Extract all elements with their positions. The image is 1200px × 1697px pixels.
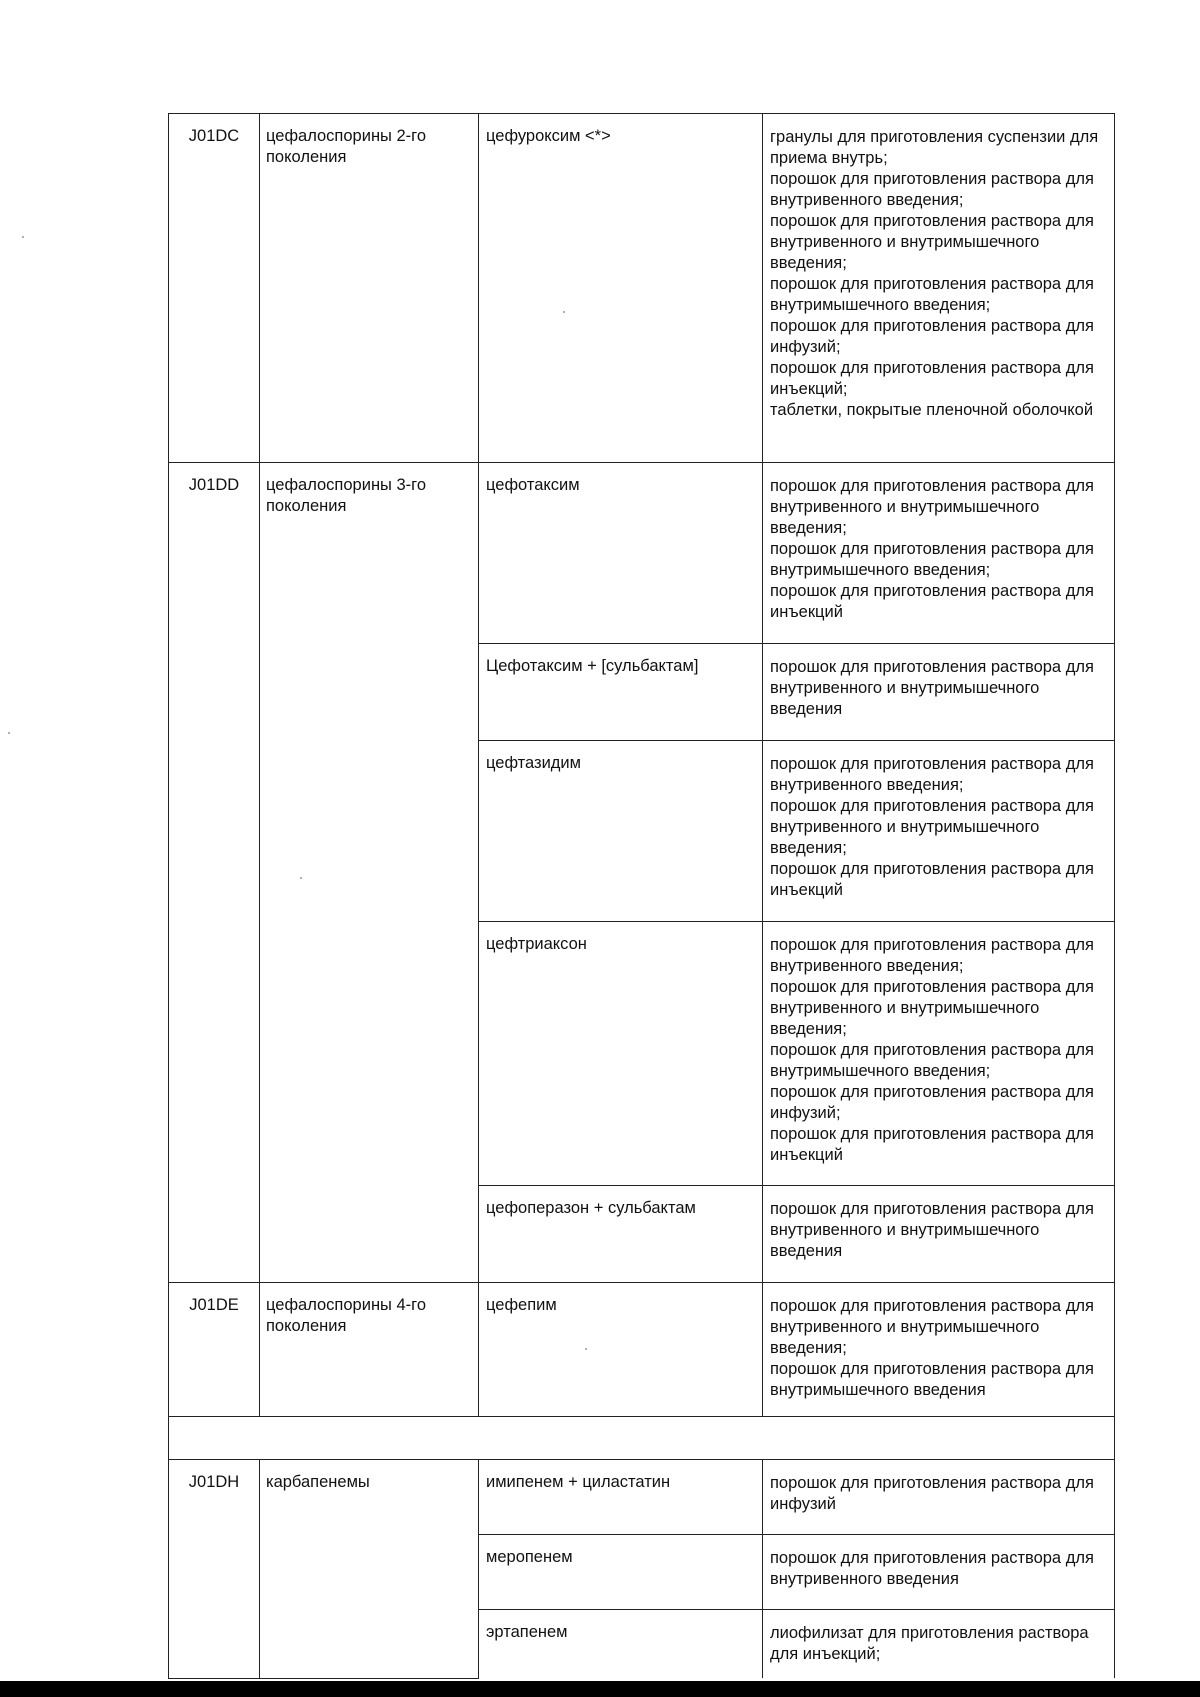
dosage-form-item: порошок для приготовления раствора для инъекций [770,860,1094,899]
dosage-forms [763,1460,1115,1535]
atc-code: J01DD [169,463,260,1283]
dosage-forms [763,922,1115,1186]
dosage-forms [763,1610,1115,1679]
dosage-form-item: порошок для приготовления раствора для внутривенного введения; [770,755,1094,794]
drug-name: цефепим [479,1283,763,1417]
drug-name: Цефотаксим + [сульбактам] [479,644,763,741]
table-row [169,114,1115,463]
dosage-form-item: порошок для приготовления раствора для внутривенного и внутримышечного введения; [770,797,1094,857]
scan-speck [8,732,10,734]
dosage-forms [763,1535,1115,1610]
table-row [169,1460,1115,1535]
empty-row-cell [169,1417,1115,1460]
dosage-form-item: порошок для приготовления раствора для внутривенного введения; [770,936,1094,975]
dosage-forms [763,463,1115,644]
spacer-row [169,1417,1115,1460]
dosage-form-item: таблетки, покрытые пленочной оболочкой [770,401,1094,419]
drug-name: меропенем [479,1535,763,1610]
dosage-form-item: порошок для приготовления раствора для внутривенного и внутримышечного введения [770,658,1094,718]
dosage-form-item: порошок для приготовления раствора для внутримышечного введения; [770,275,1094,314]
dosage-form-item: лиофилизат для приготовления раствора для инъекций; [770,1624,1089,1663]
dosage-forms [763,1186,1115,1283]
dosage-form-item: порошок для приготовления раствора для инфузий; [770,1083,1094,1122]
pharmacological-group: карбапенемы [260,1460,479,1679]
dosage-forms [763,644,1115,741]
dosage-form-item: порошок для приготовления раствора для внутривенного и внутримышечного введения; [770,212,1094,272]
drug-name: цефоперазон + сульбактам [479,1186,763,1283]
drug-name: эртапенем [479,1610,763,1679]
scan-speck [300,877,302,879]
scan-bottom-edge [0,1681,1200,1697]
dosage-form-item: порошок для приготовления раствора для внутривенного и внутримышечного введения; [770,477,1094,537]
pharmacological-group: цефалоспорины 2-го поколения [260,114,479,463]
atc-code: J01DH [169,1460,260,1679]
dosage-form-item: порошок для приготовления раствора для внутримышечного введения; [770,540,1094,579]
drug-table [168,113,1115,1679]
dosage-form-item: порошок для приготовления раствора для внутримышечного введения [770,1360,1094,1399]
table-row [169,463,1115,644]
pharmacological-group: цефалоспорины 4-го поколения [260,1283,479,1417]
atc-code: J01DE [169,1283,260,1417]
drug-name: цефтазидим [479,741,763,922]
dosage-forms [763,1283,1115,1417]
dosage-form-item: порошок для приготовления раствора для инъекций [770,1125,1094,1164]
dosage-form-item: порошок для приготовления раствора для внутривенного и внутримышечного введения [770,1200,1094,1260]
dosage-form-item: порошок для приготовления раствора для внутривенного введения; [770,170,1094,209]
drug-name: цефтриаксон [479,922,763,1186]
atc-code: J01DC [169,114,260,463]
dosage-form-item: порошок для приготовления раствора для инъекций [770,582,1094,621]
scan-speck [585,1348,587,1350]
dosage-forms [763,114,1115,463]
dosage-form-item: порошок для приготовления раствора для внутривенного и внутримышечного введения; [770,1297,1094,1357]
dosage-form-item: порошок для приготовления раствора для внутримышечного введения; [770,1041,1094,1080]
scan-speck [563,311,565,313]
dosage-form-item: порошок для приготовления раствора для внутривенного и внутримышечного введения; [770,978,1094,1038]
drug-name: цефотаксим [479,463,763,644]
dosage-form-item: гранулы для приготовления суспензии для приема внутрь; [770,128,1099,167]
dosage-form-item: порошок для приготовления раствора для внутривенного введения [770,1549,1094,1588]
dosage-form-item: порошок для приготовления раствора для инфузий [770,1474,1094,1513]
dosage-forms [763,741,1115,922]
pharmacological-group: цефалоспорины 3-го поколения [260,463,479,1283]
table-row [169,1283,1115,1417]
drug-name: имипенем + циластатин [479,1460,763,1535]
drug-name: цефуроксим <*> [479,114,763,463]
scan-speck [22,236,24,238]
dosage-form-item: порошок для приготовления раствора для инфузий; [770,317,1094,356]
dosage-form-item: порошок для приготовления раствора для инъекций; [770,359,1094,398]
drug-table-body [169,114,1115,1679]
